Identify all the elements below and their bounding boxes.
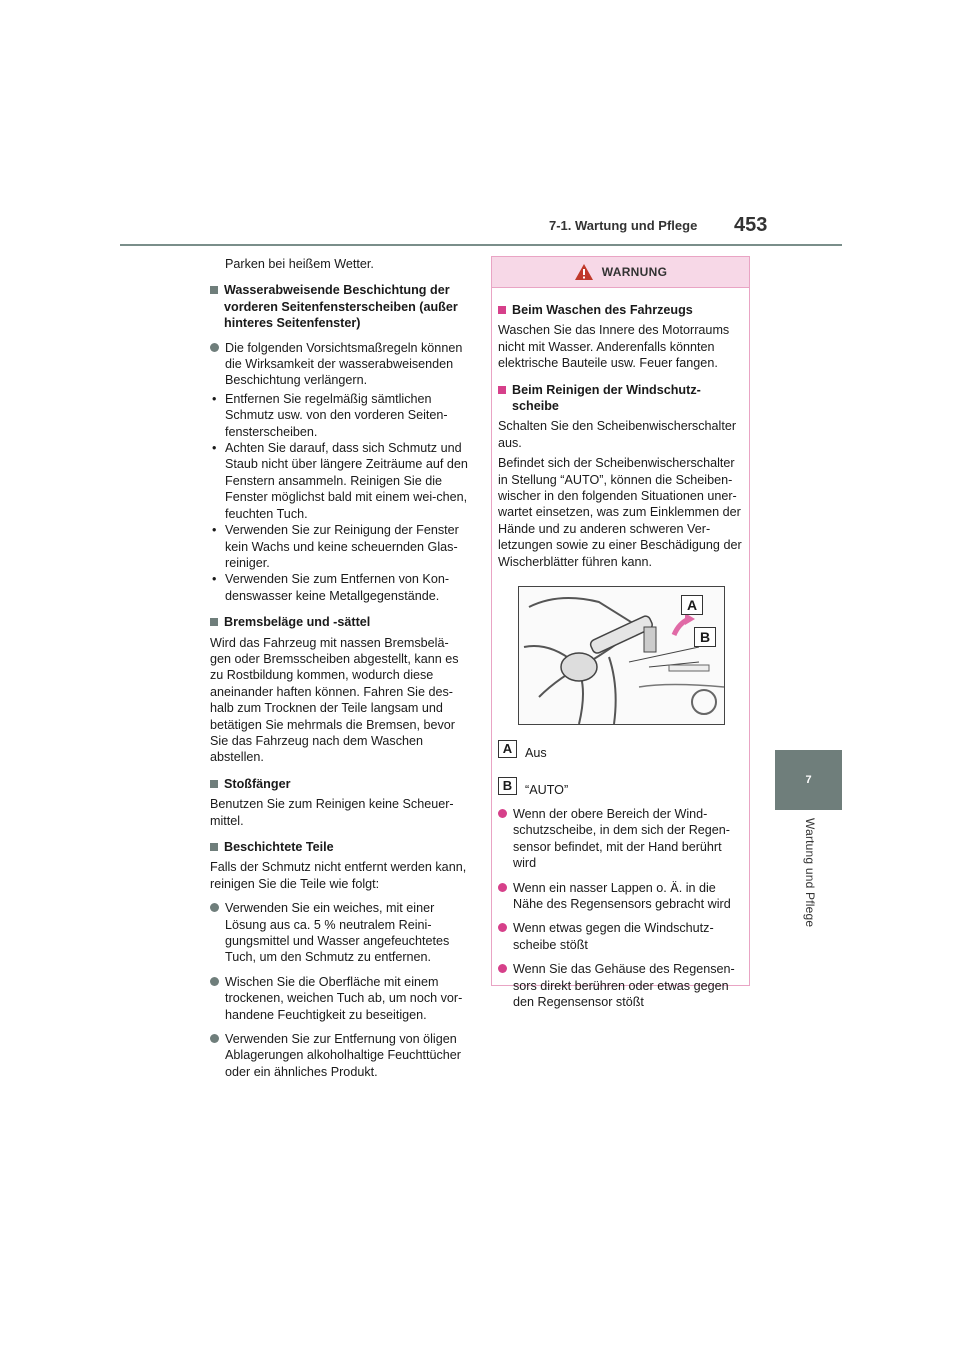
- sub-list-item: • Entfernen Sie regelmäßig sämtlichen Schmutz usw. von den vorderen Seiten-fensterscheiben.: [210, 391, 468, 440]
- chapter-tab[interactable]: [775, 750, 842, 810]
- list-item: [498, 806, 743, 872]
- list-item-text: Wenn etwas gegen die Windschutz-scheibe stößt: [513, 921, 714, 952]
- heading-text: Bremsbeläge und -sättel: [224, 615, 371, 630]
- list-item-text: Wenn der obere Bereich der Wind-schutzscheibe, in dem sich der Regen-sensor befindet, mit der Hand berührt wird: [513, 806, 731, 871]
- list-item: [498, 961, 743, 1010]
- list-item-text: Wenn Sie das Gehäuse des Regensen-sors direkt berühren oder etwas gegen den Regensensor stößt: [513, 962, 735, 1009]
- section-title: 7-1. Wartung und Pflege: [549, 218, 698, 233]
- paragraph: Benutzen Sie zum Reinigen keine Scheuer-mittel.: [210, 797, 454, 828]
- sub-list-item: • Achten Sie darauf, dass sich Schmutz und Staub nicht über längere Zeiträume auf den Fenstern ansammeln. Reinigen Sie die Fenster möglichst bald mit einem wei-chen, feuchten Tuch.: [212, 441, 468, 521]
- paragraph: Befindet sich der Scheibenwischerschalter in Stellung “AUTO”, können die Scheiben-wischer in den folgenden Situationen uner-wartet einsetzen, was zum Einklemmen der Hände und zu anderen schweren Ver-letzungen sowie zu einer Beschädigung der Wischerblätter führen kann.: [498, 456, 742, 569]
- square-bullet-icon: [498, 306, 506, 314]
- square-bullet-icon: [498, 386, 506, 394]
- label-b: B: [694, 627, 716, 647]
- sub-item-text: Entfernen Sie regelmäßig sämtlichen Schmutz usw. von den vorderen Seiten-fensterscheiben.: [225, 391, 448, 439]
- list-item-text: Wenn ein nasser Lappen o. Ä. in die Nähe des Regensensors gebracht wird: [513, 880, 731, 911]
- legend-text: Aus: [525, 746, 547, 761]
- circle-bullet-icon: [210, 1034, 219, 1043]
- square-bullet-icon: [210, 843, 218, 851]
- list-item: [498, 920, 743, 953]
- paragraph: Falls der Schmutz nicht entfernt werden kann, reinigen Sie die Teile wie folgt:: [210, 860, 467, 891]
- wiper-switch-illustration: [518, 586, 725, 725]
- sub-item-text: Verwenden Sie zur Reinigung der Fenster kein Wachs und keine scheuernden Glas-reiniger.: [225, 523, 459, 570]
- sub-item-text: Achten Sie darauf, dass sich Schmutz und Staub nicht über längere Zeiträume auf den Fenstern ansammeln. Reinigen Sie die Fenster möglichst bald mit einem wei-chen, feuchten Tuch.: [225, 441, 468, 521]
- header-divider: [120, 244, 842, 246]
- list-item-text: Wischen Sie die Oberfläche mit einem trockenen, weichen Tuch ab, um noch vor-handene Feuchtigkeit zu beseitigen.: [225, 974, 463, 1022]
- circle-bullet-icon: [498, 964, 507, 973]
- circle-bullet-icon: [498, 923, 507, 932]
- sub-list-item: • Verwenden Sie zum Entfernen von Kon-denswasser keine Metallgegenstände.: [210, 571, 468, 604]
- list-item-text: Die folgenden Vorsichtsmaßregeln können die Wirksamkeit der wasserabweisenden Beschichtung verlängern.: [225, 340, 463, 388]
- paragraph: Schalten Sie den Scheibenwischerschalter aus.: [498, 419, 737, 450]
- circle-bullet-icon: [210, 903, 219, 912]
- heading-text: Beim Reinigen der Windschutz-scheibe: [512, 382, 701, 414]
- page-number: 453: [734, 214, 768, 236]
- sub-item-text: Verwenden Sie zum Entfernen von Kon-denswasser keine Metallgegenstände.: [225, 572, 450, 603]
- chapter-label: Wartung und Pflege: [803, 818, 817, 928]
- paragraph: Waschen Sie das Innere des Motorraums nicht mit Wasser. Anderenfalls könnten elektrische Bauteile usw. Feuer fangen.: [498, 323, 730, 371]
- heading-text: Beim Waschen des Fahrzeugs: [512, 303, 693, 317]
- square-bullet-icon: [210, 780, 218, 788]
- list-item: [210, 974, 468, 1023]
- list-item: [210, 900, 468, 966]
- warning-title: WARNUNG: [601, 265, 668, 279]
- circle-bullet-icon: [210, 977, 219, 986]
- list-item-text: Verwenden Sie zur Entfernung von öligen Ablagerungen alkoholhaltige Feuchttücher oder ein ähnliches Produkt.: [225, 1032, 461, 1079]
- legend-item: [498, 737, 743, 761]
- section-heading: [210, 839, 468, 855]
- section-heading: [210, 776, 468, 792]
- heading-text: Beschichtete Teile: [224, 840, 334, 854]
- circle-bullet-icon: [498, 809, 507, 818]
- label-a: A: [681, 595, 703, 615]
- legend-item: [498, 774, 743, 798]
- circle-bullet-icon: [498, 883, 507, 892]
- sub-list-item: • Verwenden Sie zur Reinigung der Fenster kein Wachs und keine scheuernden Glas-reiniger.: [210, 522, 468, 571]
- square-bullet-icon: [210, 618, 218, 626]
- warning-box: [491, 256, 750, 1009]
- circle-bullet-icon: [210, 343, 219, 352]
- section-heading: [498, 382, 743, 415]
- list-item: [498, 880, 743, 913]
- paragraph: Wird das Fahrzeug mit nassen Bremsbelä-gen oder Bremsscheiben abgestellt, kann es zu Rostbildung kommen, wodurch diese aneinander haften können. Fahren Sie des-halb zum Trocknen der Teile langsam und betätigen Sie mehrmals die Bremsen, bevor Sie das Fahrzeug nach dem Waschen abstellen.: [210, 635, 459, 765]
- legend-key: A: [498, 740, 517, 758]
- list-item: [210, 340, 468, 389]
- list-item-text: Verwenden Sie ein weiches, mit einer Lösung aus ca. 5 % neutralem Reini-gungsmittel und Wasser angefeuchtetes Tuch, um den Schmutz zu entfernen.: [225, 901, 450, 965]
- legend-key: B: [498, 777, 517, 795]
- left-column: [210, 256, 468, 1082]
- heading-text: Stoßfänger: [224, 776, 291, 791]
- continuation-text: Parken bei heißem Wetter.: [225, 257, 374, 271]
- section-heading: [498, 302, 743, 318]
- list-item: [210, 1031, 468, 1080]
- warning-header: [492, 257, 749, 288]
- legend-text: “AUTO”: [525, 782, 569, 797]
- section-heading: [210, 614, 468, 630]
- chapter-number: 7: [805, 774, 812, 786]
- square-bullet-icon: [210, 286, 218, 294]
- heading-text: Wasserabweisende Beschichtung der vorderen Seitenfensterscheiben (außer hinteres Seitenfenster): [224, 283, 458, 331]
- section-heading: [210, 282, 468, 331]
- warning-triangle-icon: [574, 263, 594, 281]
